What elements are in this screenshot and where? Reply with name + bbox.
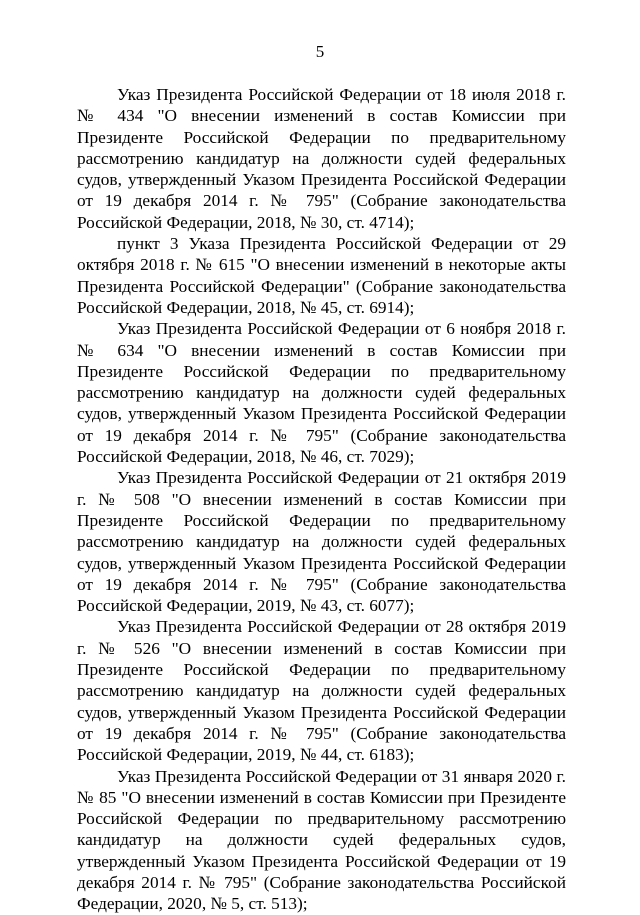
paragraph-decree-508: Указ Президента Российской Федерации от 21 октября 2019 г. № 508 "О внесении изменений в состав Комиссии при Президенте Российской Федерации по предварительному рассмотрению кандидатур на должности судей федеральных судов, утвержденный Указом Президента Российской Федерации от 19 декабря 2014 г. № 795" (Собрание законодательства Российской Федерации, 2019, № 43, ст. 6077); — [77, 468, 566, 616]
paragraph-decree-85: Указ Президента Российской Федерации от 31 января 2020 г. № 85 "О внесении изменений в состав Комиссии при Президенте Российской Федерации по предварительному рассмотрению кандидатур на должности судей федеральных судов, утвержденный Указом Президента Российской Федерации от 19 декабря 2014 г. № 795" (Собрание законодательства Российской Федерации, 2020, № 5, ст. 513); — [77, 766, 566, 914]
paragraph-decree-615: пункт 3 Указа Президента Российской Федерации от 29 октября 2018 г. № 615 "О внесении изменений в некоторые акты Президента Российской Федерации" (Собрание законодательства Российской Федерации, 2018, № 45, ст. 6914); — [77, 234, 566, 317]
paragraph-decree-634: Указ Президента Российской Федерации от 6 ноября 2018 г. № 634 "О внесении изменений в состав Комиссии при Президенте Российской Федерации по предварительному рассмотрению кандидатур на должности судей федеральных судов, утвержденный Указом Президента Российской Федерации от 19 декабря 2014 г. № 795" (Собрание законодательства Российской Федерации, 2018, № 46, ст. 7029); — [77, 319, 566, 467]
page-number: 5 — [315, 42, 325, 61]
paragraph-decree-434: Указ Президента Российской Федерации от 18 июля 2018 г. № 434 "О внесении изменений в состав Комиссии при Президенте Российской Федерации по предварительному рассмотрению кандидатур на должности судей федеральных судов, утвержденный Указом Президента Российской Федерации от 19 декабря 2014 г. № 795" (Собрание законодательства Российской Федерации, 2018, № 30, ст. 4714); — [77, 85, 566, 232]
document-body — [77, 84, 566, 915]
paragraph-decree-526: Указ Президента Российской Федерации от 28 октября 2019 г. № 526 "О внесении изменений в состав Комиссии при Президенте Российской Федерации по предварительному рассмотрению кандидатур на должности судей федеральных судов, утвержденный Указом Президента Российской Федерации от 19 декабря 2014 г. № 795" (Собрание законодательства Российской Федерации, 2019, № 44, ст. 6183); — [77, 617, 566, 765]
